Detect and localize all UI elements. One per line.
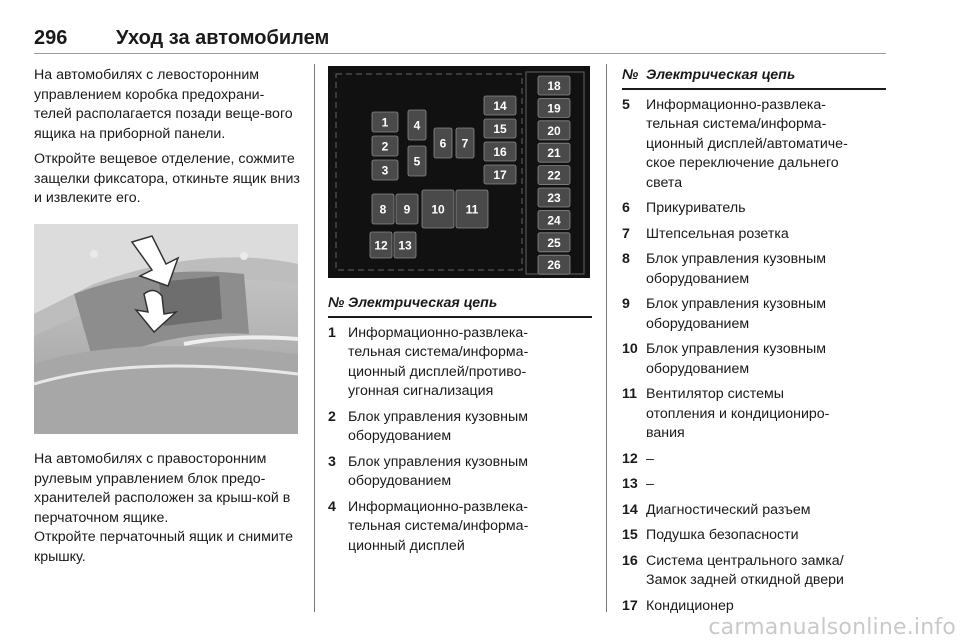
fuse-label: 19	[547, 101, 561, 116]
fuse-16	[484, 142, 516, 161]
fuse-label: 18	[547, 79, 561, 93]
row-circuit: Блок управления кузовным оборудованием	[348, 408, 528, 444]
circuit-table-2	[622, 66, 886, 616]
table-header	[328, 294, 592, 318]
row-number: 12	[622, 450, 638, 467]
fuse-5	[408, 146, 426, 176]
fuse-label: 17	[493, 168, 507, 182]
table-row	[328, 324, 592, 402]
row-circuit: –	[646, 450, 654, 467]
fuse-label: 3	[381, 163, 389, 178]
fuse-label: 1	[381, 115, 389, 130]
row-number: 17	[622, 597, 638, 614]
table-row	[622, 475, 886, 495]
fuse-4	[408, 110, 426, 140]
header-circuit: Электрическая цепь	[348, 295, 498, 311]
row-number: 1	[328, 324, 336, 341]
page-number: 296	[34, 27, 68, 49]
fuse-label: 24	[547, 213, 561, 228]
column-divider-left	[314, 64, 315, 612]
fuse-label: 6	[439, 136, 447, 151]
table-row	[622, 340, 886, 379]
fuse-label: 8	[379, 202, 387, 217]
fuse-17	[484, 165, 516, 184]
row-circuit: Система центрального замка/ Замок задней откидной двери	[646, 552, 844, 588]
table-row	[622, 225, 886, 245]
table-row	[328, 453, 592, 492]
page-header	[34, 24, 886, 54]
row-number: 11	[622, 386, 637, 402]
row-circuit: Штепсельная розетка	[646, 225, 789, 242]
fuse-label: 11	[465, 202, 479, 217]
row-number: 4	[328, 498, 336, 515]
fuse-13	[394, 232, 416, 258]
row-circuit: Блок управления кузовным оборудованием	[646, 251, 826, 287]
row-circuit: Блок управления кузовным оборудованием	[646, 341, 826, 377]
row-number: 7	[622, 225, 630, 242]
fuse-box-diagram	[328, 66, 590, 278]
table-row	[328, 498, 592, 557]
row-number: 2	[328, 408, 336, 425]
fuse-8	[372, 194, 394, 224]
row-circuit: –	[646, 476, 654, 492]
fuse-22	[538, 166, 570, 185]
paragraph-open-glovebox: Откройте вещевое отделение, сожмите защелки фиксатора, откиньте ящик вниз и извлеките его.	[34, 151, 300, 206]
row-circuit: Кондиционер	[646, 597, 734, 614]
table-row	[622, 501, 886, 521]
table-row	[622, 295, 886, 334]
fuse-6	[434, 128, 452, 158]
row-circuit: Информационно-развлека- тельная система/информа- ционный дисплей/противо- угонная сигнализация	[348, 324, 529, 399]
row-number: 13	[622, 476, 638, 492]
row-circuit: Вентилятор системы отопления и кондициониро- вания	[646, 386, 830, 441]
fuse-label: 4	[413, 118, 421, 133]
fuse-9	[396, 194, 418, 224]
fuse-2	[372, 136, 398, 156]
header-number: №	[328, 295, 345, 311]
fuse-label: 9	[403, 202, 411, 217]
paragraph-remove-cover: Откройте перчаточный ящик и снимите крышку.	[34, 529, 294, 565]
row-circuit: Диагностический разъем	[646, 501, 811, 518]
paragraph-rhd: На автомобилях с правосторонним рулевым управлением блок предо-хранителей расположен за крыш-кой в перчаточном ящике.	[34, 451, 291, 526]
row-number: 15	[622, 527, 638, 543]
row-number: 9	[622, 296, 630, 312]
fuse-24	[538, 210, 570, 229]
page-title: Уход за автомобилем	[116, 27, 330, 49]
fuse-label: 21	[547, 146, 561, 161]
row-circuit: Информационно-развлека- тельная система/информа- ционный дисплей/автоматиче- ское переключение дальнего света	[646, 96, 848, 191]
fuse-1	[372, 112, 398, 132]
fuse-label: 12	[374, 238, 388, 253]
fuse-label: 5	[413, 154, 421, 169]
fuse-label: 14	[493, 99, 507, 113]
fuse-20	[538, 121, 570, 140]
fuse-label: 13	[398, 238, 412, 253]
row-circuit: Подушка безопасности	[646, 527, 799, 543]
table-row	[328, 408, 592, 447]
table-row	[622, 250, 886, 289]
fuse-label: 26	[547, 258, 561, 273]
left-column-top	[34, 66, 302, 215]
row-number: 16	[622, 552, 638, 569]
fuse-7	[456, 128, 474, 158]
paragraph-lhd: На автомобилях с левосторонним управлением коробка предохрани-телей располагается позади веще-вого ящика на приборной панели.	[34, 67, 293, 142]
table-row	[622, 199, 886, 219]
table-row	[622, 597, 886, 617]
left-column-bottom	[34, 450, 302, 567]
fuse-10	[422, 190, 454, 228]
fuse-15	[484, 119, 516, 138]
row-circuit: Информационно-развлека- тельная система/информа- ционный дисплей	[348, 498, 529, 554]
fuse-label: 22	[547, 168, 561, 183]
fuse-18	[538, 76, 570, 95]
fuse-label: 25	[547, 235, 561, 250]
circuit-table-1	[328, 294, 592, 556]
row-circuit: Блок управления кузовным оборудованием	[646, 296, 826, 332]
fuse-23	[538, 188, 570, 207]
fuse-label: 2	[381, 139, 389, 154]
fuse-11	[456, 190, 488, 228]
header-circuit: Электрическая цепь	[646, 67, 796, 83]
fuse-14	[484, 96, 516, 115]
fuse-25	[538, 233, 570, 252]
row-number: 6	[622, 200, 630, 216]
header-number: №	[622, 67, 639, 83]
fuse-label: 23	[547, 191, 561, 205]
table-row	[622, 552, 886, 591]
table-header	[622, 66, 886, 90]
watermark: carmanualsonline.info	[708, 615, 956, 640]
fuse-label: 7	[461, 136, 469, 151]
fuse-19	[538, 98, 570, 117]
fuse-label: 16	[493, 145, 507, 159]
table-row	[622, 385, 886, 444]
row-number: 8	[622, 251, 630, 267]
table-row	[622, 96, 886, 194]
row-number: 3	[328, 453, 336, 470]
table-row	[622, 450, 886, 470]
fuse-label: 20	[547, 123, 561, 138]
fuse-label: 15	[493, 122, 507, 136]
row-number: 14	[622, 501, 638, 518]
fuse-21	[538, 143, 570, 162]
fuse-26	[538, 255, 570, 274]
table-row	[622, 526, 886, 546]
fuse-12	[370, 232, 392, 258]
fuse-3	[372, 160, 398, 180]
row-number: 10	[622, 341, 638, 357]
glovebox-photo	[34, 224, 298, 434]
row-number: 5	[622, 96, 630, 113]
row-circuit: Прикуриватель	[646, 200, 746, 216]
row-circuit: Блок управления кузовным оборудованием	[348, 453, 528, 489]
fuse-label: 10	[431, 202, 445, 217]
column-divider-right	[606, 64, 607, 612]
